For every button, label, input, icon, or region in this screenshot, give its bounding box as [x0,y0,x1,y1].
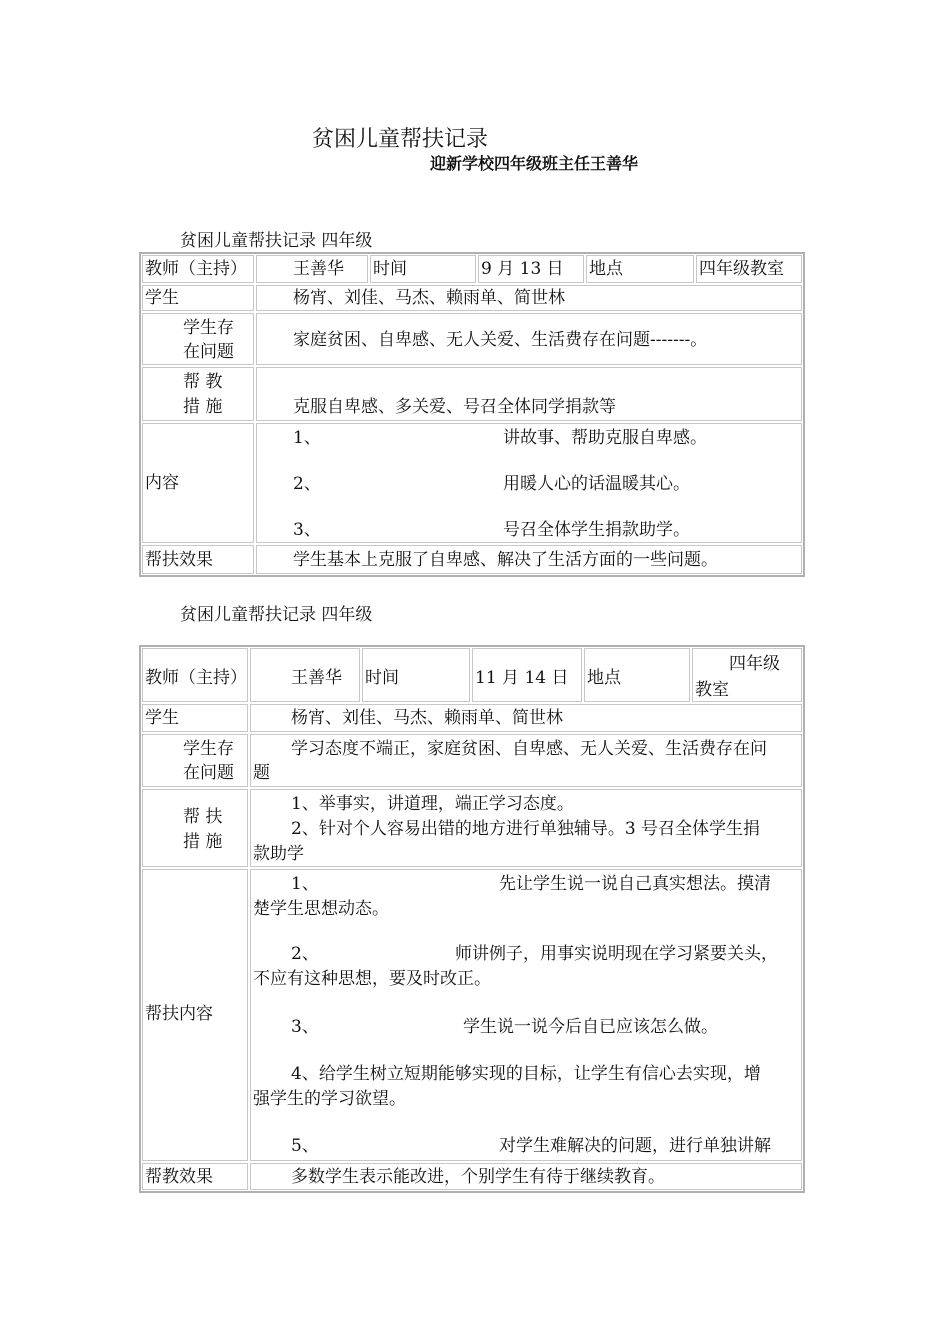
record2-content-item-4-line2: 强学生的学习欲望。 [253,1089,406,1109]
record2-content-item-2-line1: 师讲例子，用事实说明现在学习紧要关头， [455,944,778,964]
record1-measures-label-cell [142,367,254,421]
record1-effect-label: 帮扶效果 [145,550,213,570]
record2-content-item-3-line1: 学生说一说今后自已应该怎么做。 [463,1017,718,1037]
record1-content-item-1-text: 讲故事、帮助克服自卑感。 [503,428,707,448]
record1-content-item-1-num: 1、 [293,428,321,448]
record2-measures-label-line1: 帮 扶 [183,807,223,827]
record2-table [139,645,805,1193]
record1-teacher-label: 教师（主持） [145,259,247,279]
record1-problems-label-line1: 学生存 [183,318,234,338]
record1-effect-label-cell [142,545,254,574]
record2-content-item-4-line1: 4、给学生树立短期能够实现的目标，让学生有信心去实现，增 [291,1064,761,1084]
record2-measures-line2: 2、针对个人容易出错的地方进行单独辅导。3 号召全体学生捐 [291,819,761,839]
record2-students: 杨宵、刘佳、马杰、赖雨单、简世林 [291,708,563,728]
record2-teacher-label-cell [142,648,248,702]
record2-teacher-label: 教师（主持） [145,668,247,688]
record2-measures-line3: 款助学 [253,844,304,864]
record1-problems-label-line2: 在问题 [183,342,234,362]
record1-time: 9 月 13 日 [481,259,564,279]
record2-place-label-cell [584,648,690,702]
record2-teacher: 王善华 [291,668,342,688]
record1-time-label: 时间 [373,259,407,279]
record2-time-label-cell [362,648,470,702]
record2-effect-cell [250,1163,802,1190]
record1-problems: 家庭贫困、自卑感、无人关爱、生活费存在问题-------。 [293,330,708,350]
record1-content-label-cell [142,423,254,543]
record1-effect: 学生基本上克服了自卑感、解决了生活方面的一些问题。 [293,550,718,570]
record1-place-label-cell [586,255,694,283]
record2-content-item-2-line2: 不应有这种思想，要及时改正。 [253,969,491,989]
record2-problems-line2: 题 [253,763,270,783]
record2-measures-cell [250,789,802,867]
record2-effect-label: 帮教效果 [145,1167,213,1187]
record1-teacher-cell [256,255,368,283]
record2-effect-label-cell [142,1163,248,1190]
record1-measures: 克服自卑感、多关爱、号召全体同学捐款等 [293,397,616,417]
record2-problems-label-line1: 学生存 [183,739,234,759]
record2-content-item-3-num: 3、 [291,1017,319,1037]
record2-problems-label-cell [142,734,248,787]
record2-measures-label-line2: 措 施 [183,832,223,852]
record1-place-label: 地点 [589,259,623,279]
record1-content-item-3-num: 3、 [293,520,321,540]
record2-effect: 多数学生表示能改进，个别学生有待于继续教育。 [291,1167,665,1187]
record1-measures-cell [256,367,802,421]
record2-problems-cell [250,734,802,787]
record2-content-cell [250,869,802,1161]
record2-students-label-cell [142,704,248,732]
record1-content-item-2-text: 用暖人心的话温暖其心。 [503,474,690,494]
record2-teacher-cell [250,648,360,702]
record1-measures-label-line2: 措 施 [183,397,223,417]
record1-effect-cell [256,545,802,574]
record1-place-cell [696,255,802,283]
record1-content-label: 内容 [145,473,179,493]
record2-content-item-1-num: 1、 [291,874,319,894]
record2-time-label: 时间 [365,668,399,688]
document-subtitle: 迎新学校四年级班主任王善华 [430,154,639,173]
record1-students-label: 学生 [145,288,179,308]
record2-place-cell [692,648,802,702]
record2-students-cell [250,704,802,732]
record2-measures-label-cell [142,789,248,867]
record2-content-label-cell [142,869,248,1161]
record1-table [139,252,805,577]
record2-time: 11 月 14 日 [475,668,569,688]
record1-measures-label-line1: 帮 教 [183,372,223,392]
record2-measures-line1: 1、举事实，讲道理，端正学习态度。 [291,794,574,814]
record2-problems-line1: 学习态度不端正，家庭贫困、自卑感、无人关爱、生活费存在问 [291,739,767,759]
record2-students-label: 学生 [145,708,179,728]
record2-content-item-1-line2: 楚学生思想动态。 [253,899,389,919]
document-title: 贫困儿童帮扶记录 [312,127,489,152]
record1-content-item-2-num: 2、 [293,474,321,494]
record1-place: 四年级教室 [699,259,784,279]
record2-time-cell [472,648,582,702]
record2-content-item-5-line1: 对学生难解决的问题，进行单独讲解 [499,1136,771,1156]
record1-content-item-3-text: 号召全体学生捐款助学。 [503,520,690,540]
record2-content-item-2-num: 2、 [291,944,319,964]
record1-time-label-cell [370,255,476,283]
record2-place-line2: 教室 [695,680,729,700]
record1-caption: 贫困儿童帮扶记录 四年级 [180,231,373,251]
record2-place-label: 地点 [587,668,621,688]
record2-content-label: 帮扶内容 [145,1004,213,1024]
record1-teacher-label-cell [142,255,254,283]
record1-problems-label-cell [142,313,254,365]
record2-content-item-5-num: 5、 [291,1136,319,1156]
record1-students-label-cell [142,285,254,311]
record1-problems-cell [256,313,802,365]
record2-content-item-1-line1: 先让学生说一说自己真实想法。摸清 [499,874,771,894]
record2-caption: 贫困儿童帮扶记录 四年级 [180,605,373,625]
record2-problems-label-line2: 在问题 [183,763,234,783]
record1-content-cell [256,423,802,543]
record1-students: 杨宵、刘佳、马杰、赖雨单、简世林 [293,288,565,308]
record1-students-cell [256,285,802,311]
record1-teacher: 王善华 [293,259,344,279]
record1-time-cell [478,255,584,283]
record2-place-line1: 四年级 [729,654,780,674]
